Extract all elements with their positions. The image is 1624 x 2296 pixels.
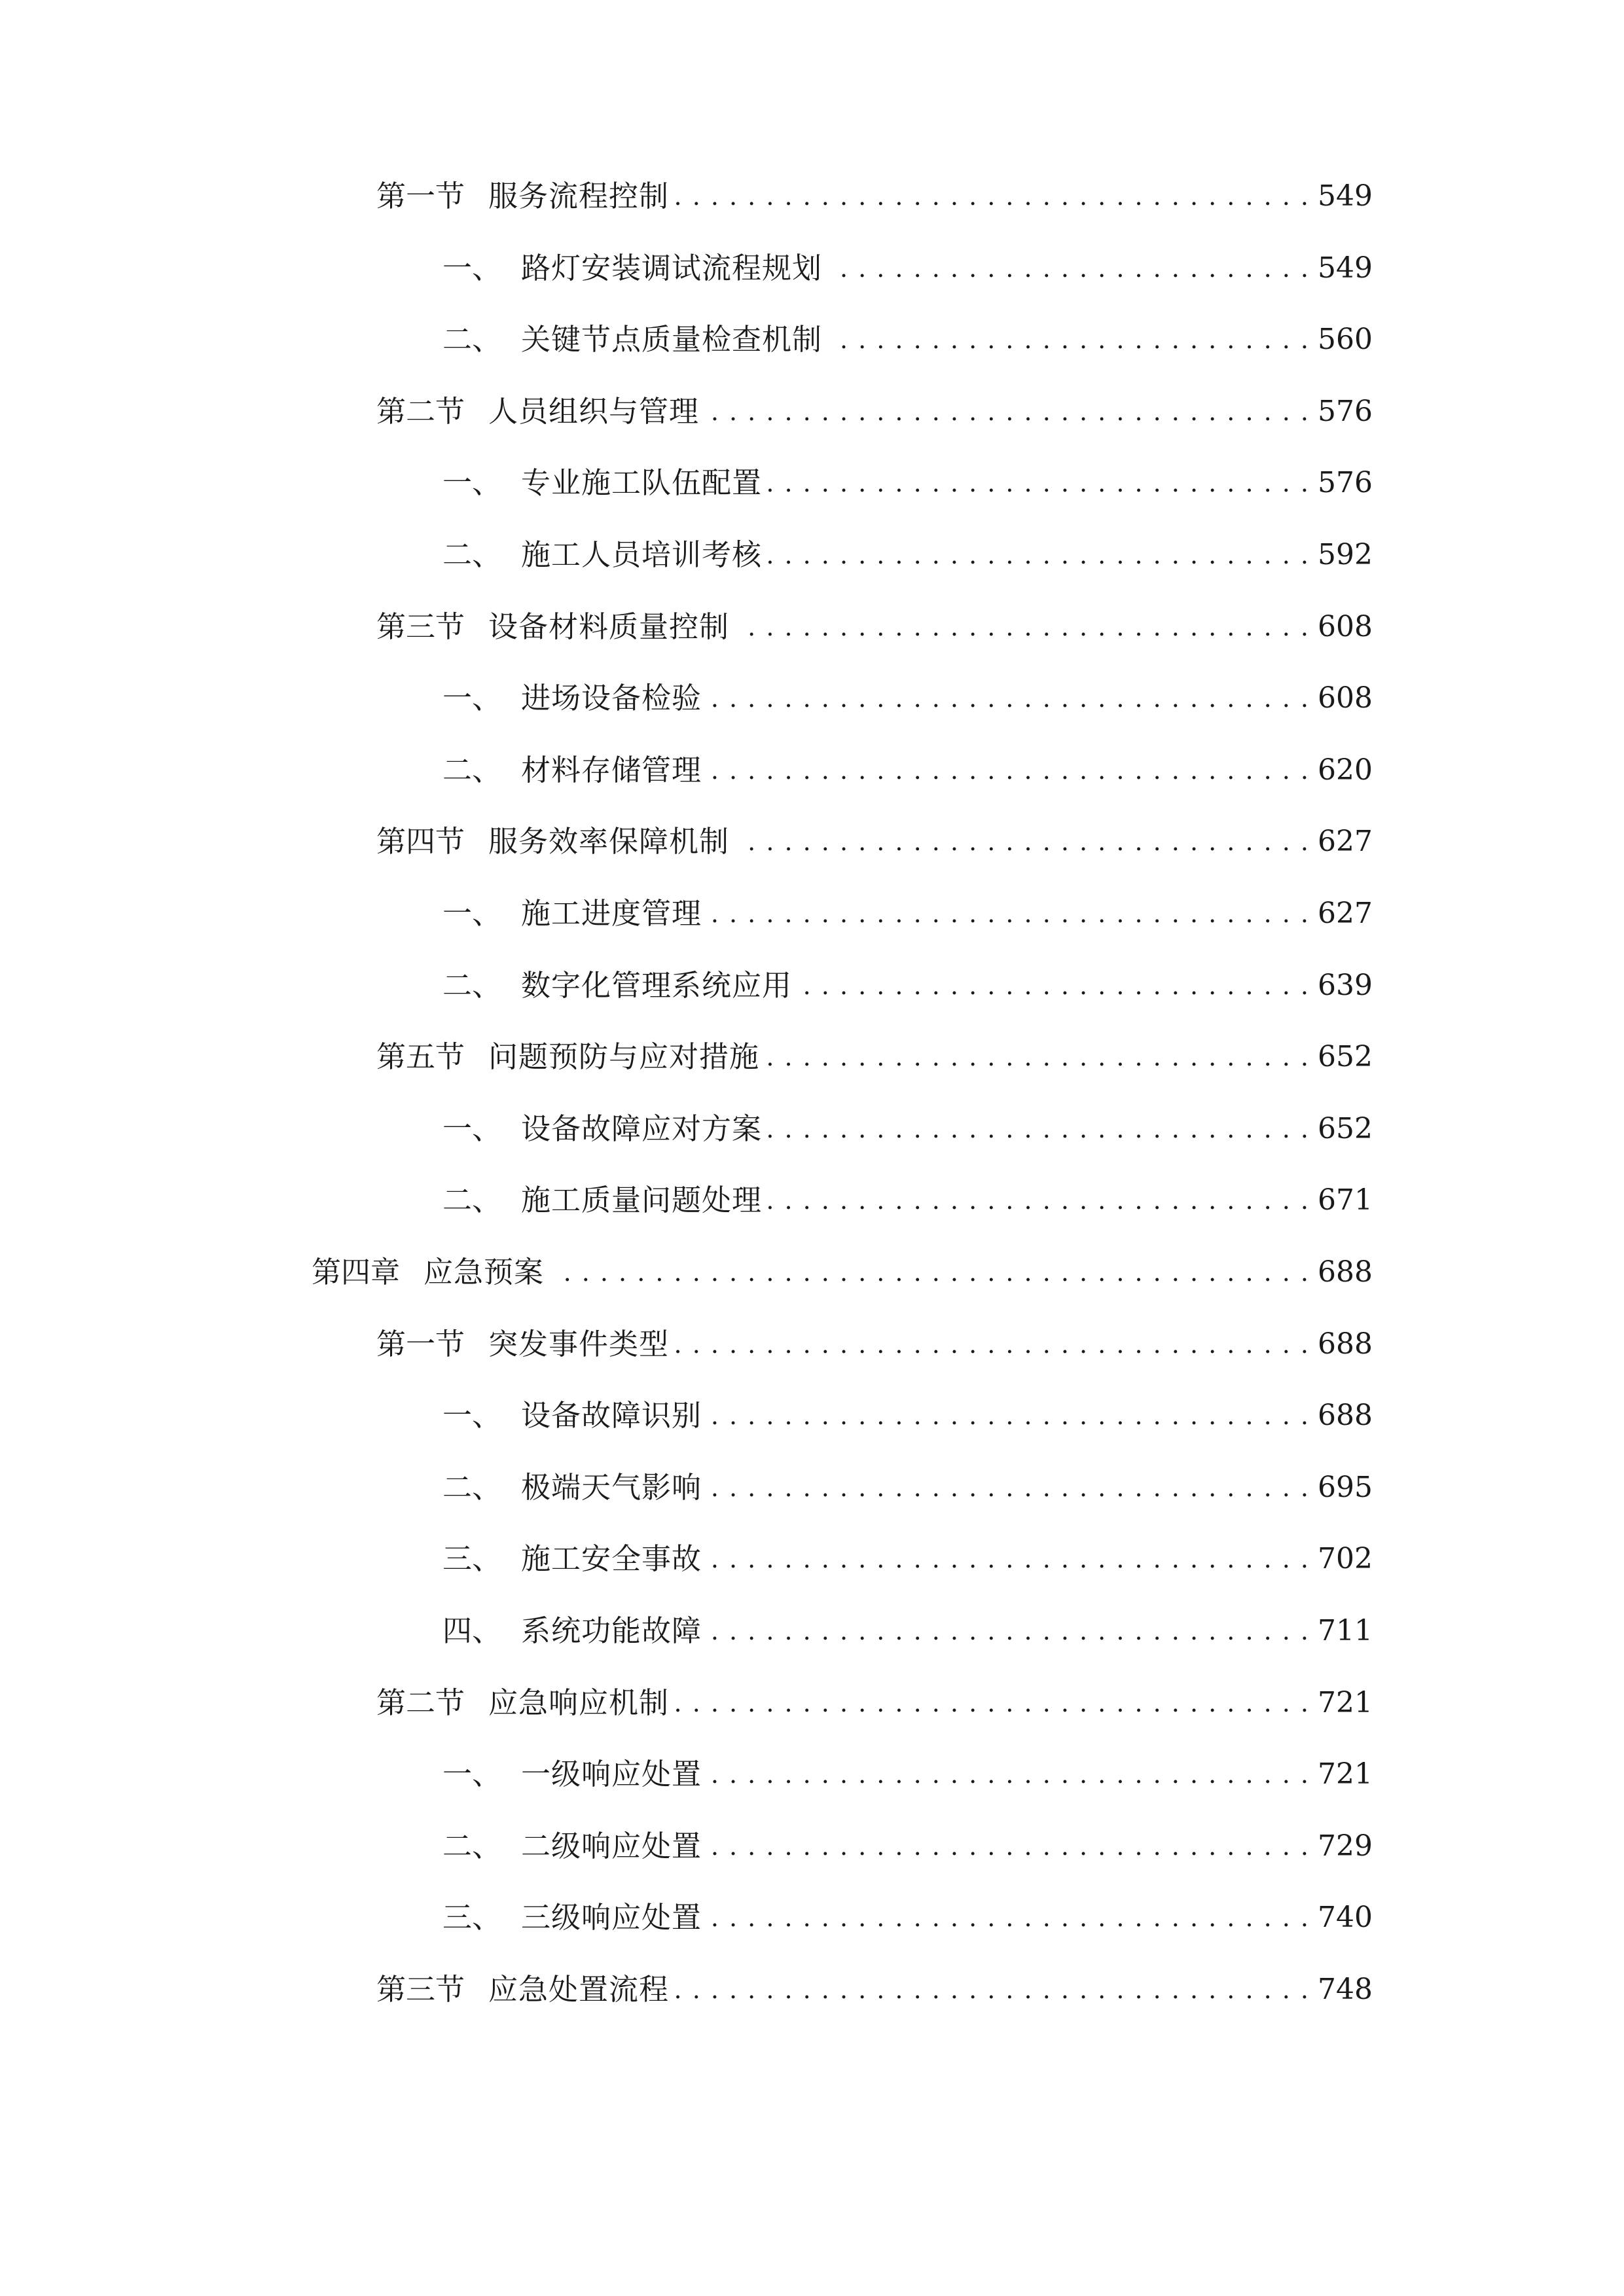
toc-entry-number: 二、 [442,1829,502,1863]
toc-entry-number: 二、 [442,1470,502,1505]
toc-dot-leader [676,1967,1310,2013]
toc-dot-leader [829,317,1310,363]
toc-entry-title: 系统功能故障 [521,1613,702,1648]
toc-dot-leader [708,1895,1310,1941]
toc-entry-title: 关键节点质量检查机制 [521,322,823,357]
toc-dot-leader [708,1393,1310,1439]
toc-entry-page-number: 721 [1318,1686,1373,1719]
toc-entry-page-number: 729 [1318,1829,1373,1863]
toc-entry-page-number: 592 [1318,538,1373,571]
toc-entry-page-number: 652 [1318,1040,1373,1073]
toc-entry[interactable] [376,389,1373,435]
toc-entry-page-number: 702 [1318,1542,1373,1575]
toc-dot-leader [768,460,1310,506]
toc-entry-number: 第二节 [376,394,465,429]
toc-dot-leader [799,963,1310,1009]
toc-entry[interactable] [442,460,1373,506]
toc-entry-number: 第四节 [376,824,465,859]
toc-entry-title: 应急预案 [424,1255,545,1289]
toc-entry-page-number: 671 [1318,1183,1373,1217]
toc-entry-number: 第三节 [376,609,465,644]
toc-entry-page-number: 608 [1318,610,1373,643]
toc-entry-title: 施工人员培训考核 [521,537,763,572]
toc-entry-number: 第一节 [376,179,465,213]
toc-entry-number: 三、 [442,1541,502,1576]
toc-entry-title: 设备故障应对方案 [521,1111,763,1146]
toc-entry-page-number: 576 [1318,466,1373,499]
toc-entry-title: 专业施工队伍配置 [521,465,763,500]
toc-dot-leader [706,389,1310,435]
toc-entry[interactable] [442,747,1373,793]
toc-dot-leader [768,1106,1310,1152]
toc-entry-number: 二、 [442,1183,502,1217]
toc-entry-title: 二级响应处置 [521,1829,702,1863]
toc-entry-page-number: 688 [1318,1255,1373,1289]
toc-entry[interactable] [442,1751,1373,1797]
toc-entry-page-number: 549 [1318,179,1373,213]
toc-entry-title: 三级响应处置 [521,1900,702,1935]
toc-entry-number: 二、 [442,968,502,1003]
toc-entry-page-number: 608 [1318,681,1373,715]
toc-dot-leader [676,1680,1310,1726]
toc-entry-page-number: 549 [1318,251,1373,285]
toc-entry-number: 第一节 [376,1327,465,1361]
toc-entry-page-number: 627 [1318,825,1373,858]
toc-entry-number: 二、 [442,537,502,572]
toc-entry-title: 极端天气影响 [521,1470,702,1505]
toc-entry[interactable] [376,1967,1373,2013]
toc-entry-title: 材料存储管理 [521,753,702,787]
toc-entry-number: 二、 [442,322,502,357]
toc-entry[interactable] [376,1321,1373,1367]
toc-entry-number: 一、 [442,681,502,715]
toc-entry-page-number: 711 [1318,1614,1373,1647]
toc-entry[interactable] [376,819,1373,865]
toc-dot-leader [736,604,1310,650]
toc-entry-title: 施工质量问题处理 [521,1183,763,1217]
toc-entry-title: 施工安全事故 [521,1541,702,1576]
toc-entry-page-number: 721 [1318,1757,1373,1791]
toc-entry-number: 三、 [442,1900,502,1935]
toc-entry-page-number: 652 [1318,1112,1373,1145]
toc-entry-page-number: 695 [1318,1471,1373,1504]
toc-entry-page-number: 560 [1318,323,1373,356]
toc-entry-page-number: 688 [1318,1327,1373,1361]
toc-entry-title: 设备故障识别 [521,1398,702,1433]
toc-entry-number: 二、 [442,753,502,787]
toc-entry-page-number: 627 [1318,897,1373,930]
toc-dot-leader [708,1823,1310,1869]
toc-dot-leader [766,1034,1310,1080]
toc-entry-title: 突发事件类型 [488,1327,670,1361]
toc-dot-leader [708,675,1310,721]
toc-dot-leader [768,532,1310,578]
toc-entry-title: 应急响应机制 [488,1685,670,1720]
toc-dot-leader [708,1536,1310,1582]
toc-entry[interactable] [376,1034,1373,1080]
toc-entry-title: 一级响应处置 [521,1757,702,1791]
toc-entry[interactable] [442,1895,1373,1941]
toc-entry-title: 路灯安装调试流程规划 [521,251,823,285]
toc-entry-number: 第三节 [376,1972,465,2007]
toc-entry-number: 一、 [442,251,502,285]
toc-entry[interactable] [442,1536,1373,1582]
toc-entry-number: 一、 [442,465,502,500]
toc-entry-number: 第四章 [312,1255,401,1289]
toc-entry-title: 应急处置流程 [488,1972,670,2007]
toc-entry[interactable] [442,1823,1373,1869]
toc-entry-title: 进场设备检验 [521,681,702,715]
toc-entry-title: 问题预防与应对措施 [488,1039,760,1074]
toc-entry-page-number: 740 [1318,1901,1373,1934]
toc-entry-number: 第五节 [376,1039,465,1074]
toc-dot-leader [768,1177,1310,1223]
toc-entry-number: 一、 [442,1757,502,1791]
toc-dot-leader [708,1751,1310,1797]
toc-entry-number: 第二节 [376,1685,465,1720]
toc-entry[interactable] [312,1249,1373,1295]
toc-entry-title: 人员组织与管理 [488,394,700,429]
toc-entry-title: 施工进度管理 [521,896,702,931]
toc-entry-page-number: 620 [1318,753,1373,787]
toc-entry-number: 四、 [442,1613,502,1648]
toc-dot-leader [708,1465,1310,1511]
toc-dot-leader [708,747,1310,793]
toc-entry[interactable] [376,173,1373,219]
toc-entry-page-number: 576 [1318,395,1373,428]
toc-dot-leader [708,891,1310,937]
toc-dot-leader [708,1608,1310,1654]
toc-entry-number: 一、 [442,1398,502,1433]
toc-entry[interactable] [442,963,1373,1009]
toc-entry[interactable] [442,1465,1373,1511]
toc-entry-title: 数字化管理系统应用 [521,968,793,1003]
toc-entry-title: 服务流程控制 [488,179,670,213]
toc-entry[interactable] [442,1177,1373,1223]
toc-entry-page-number: 639 [1318,969,1373,1002]
toc-entry-number: 一、 [442,1111,502,1146]
toc-entry[interactable] [442,1608,1373,1654]
toc-entry[interactable] [442,1393,1373,1439]
toc-entry[interactable] [442,891,1373,937]
toc-entry[interactable] [442,317,1373,363]
toc-dot-leader [676,1321,1310,1367]
toc-entry[interactable] [442,532,1373,578]
toc-entry-title: 服务效率保障机制 [488,824,730,859]
toc-entry[interactable] [442,245,1373,291]
toc-entry-title: 设备材料质量控制 [488,609,730,644]
toc-entry[interactable] [442,1106,1373,1152]
toc-entry[interactable] [442,675,1373,721]
toc-dot-leader [550,1249,1310,1295]
toc-entry[interactable] [376,1680,1373,1726]
toc-entry-page-number: 688 [1318,1399,1373,1432]
toc-entry[interactable] [376,604,1373,650]
toc-entry-number: 一、 [442,896,502,931]
toc-dot-leader [736,819,1310,865]
toc-dot-leader [829,245,1310,291]
toc-dot-leader [676,173,1310,219]
toc-entry-page-number: 748 [1318,1973,1373,2006]
